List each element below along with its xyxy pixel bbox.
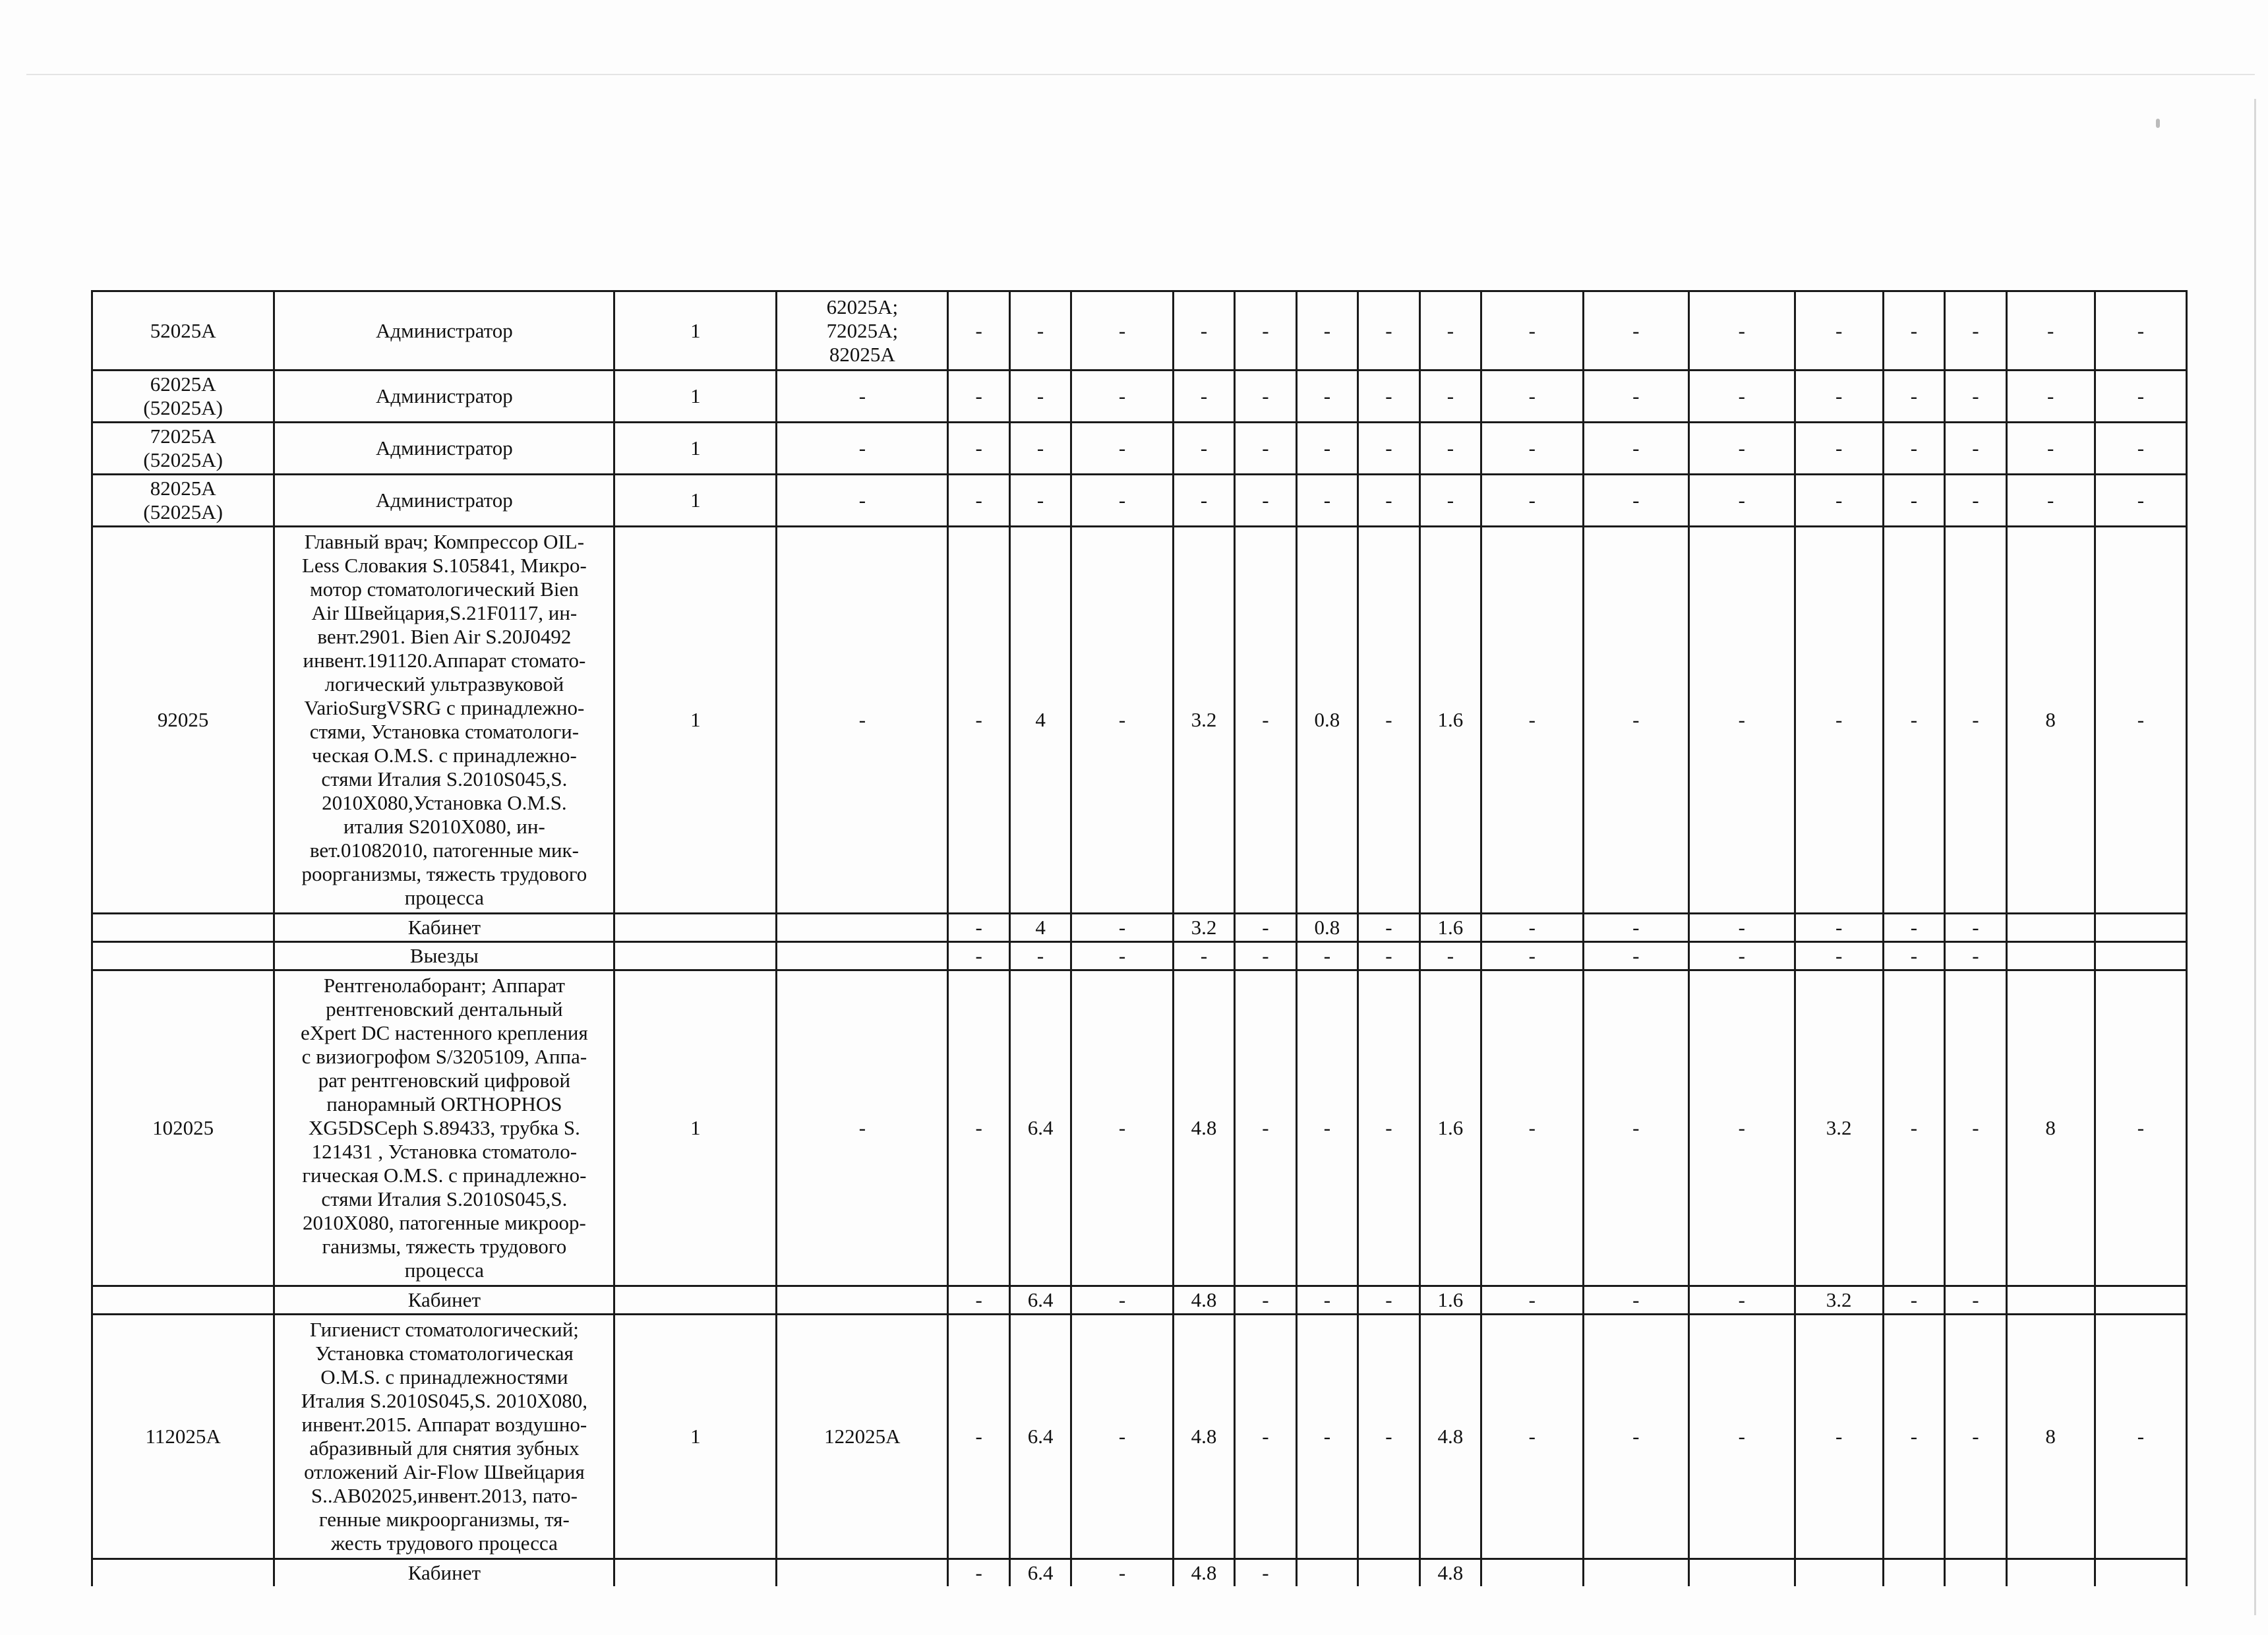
workplace-code-cell: 72025A (52025A)	[92, 423, 274, 475]
value-cell: -	[1481, 475, 1583, 527]
value-cell: -	[1689, 371, 1795, 423]
value-cell: -	[1235, 942, 1296, 970]
related-workplaces-cell: -	[777, 371, 948, 423]
value-cell: -	[1419, 371, 1481, 423]
value-cell: -	[1795, 527, 1883, 914]
value-cell: -	[1296, 942, 1358, 970]
value-cell: -	[1583, 970, 1689, 1286]
value-cell: -	[948, 475, 1009, 527]
table-subrow	[92, 914, 2187, 942]
value-cell: -	[2095, 475, 2186, 527]
value-cell: 4	[1009, 914, 1071, 942]
empty-code-cell	[92, 914, 274, 942]
value-cell: -	[1235, 475, 1296, 527]
empty-related-cell	[777, 942, 948, 970]
table-subrow	[92, 1286, 2187, 1315]
value-cell: -	[948, 527, 1009, 914]
table-subrow	[92, 1559, 2187, 1587]
subrow-label-cell: Кабинет	[274, 914, 614, 942]
value-cell: -	[1358, 371, 1419, 423]
value-cell: -	[1883, 371, 1944, 423]
value-cell: -	[948, 291, 1009, 371]
value-cell: -	[1235, 1559, 1296, 1587]
value-cell: -	[1689, 527, 1795, 914]
value-cell: -	[2095, 970, 2186, 1286]
workplace-code-cell: 52025A	[92, 291, 274, 371]
empty-code-cell	[92, 1286, 274, 1315]
value-cell: -	[1689, 970, 1795, 1286]
value-cell	[2006, 942, 2095, 970]
value-cell: -	[1071, 291, 1173, 371]
value-cell	[2095, 942, 2186, 970]
value-cell: -	[1481, 970, 1583, 1286]
value-cell: -	[1583, 1315, 1689, 1559]
value-cell: -	[1481, 1286, 1583, 1315]
value-cell: -	[1235, 914, 1296, 942]
workplace-code-cell: 82025A (52025A)	[92, 475, 274, 527]
value-cell	[1358, 1559, 1419, 1587]
scan-artifact-edge	[2254, 99, 2256, 1615]
value-cell	[2006, 1559, 2095, 1587]
value-cell: -	[1795, 291, 1883, 371]
value-cell: 6.4	[1009, 970, 1071, 1286]
value-cell: -	[1358, 1286, 1419, 1315]
value-cell	[1689, 1559, 1795, 1587]
value-cell: -	[1945, 475, 2006, 527]
value-cell: -	[1945, 371, 2006, 423]
value-cell: 4.8	[1173, 970, 1234, 1286]
value-cell: -	[1583, 1286, 1689, 1315]
value-cell: -	[1583, 291, 1689, 371]
value-cell: -	[1945, 914, 2006, 942]
value-cell: 6.4	[1009, 1315, 1071, 1559]
value-cell: -	[1173, 423, 1234, 475]
table-row	[92, 423, 2187, 475]
empty-count-cell	[614, 914, 777, 942]
value-cell: -	[1358, 914, 1419, 942]
value-cell: -	[948, 423, 1009, 475]
value-cell: -	[1173, 942, 1234, 970]
value-cell: -	[1945, 1286, 2006, 1315]
value-cell: -	[1689, 1315, 1795, 1559]
value-cell: -	[1883, 527, 1944, 914]
value-cell: -	[1071, 1559, 1173, 1587]
value-cell: -	[1945, 527, 2006, 914]
table-row	[92, 970, 2187, 1286]
empty-count-cell	[614, 942, 777, 970]
value-cell: -	[1009, 291, 1071, 371]
value-cell: -	[1009, 371, 1071, 423]
value-cell	[2006, 914, 2095, 942]
empty-count-cell	[614, 1559, 777, 1587]
workplace-code-cell: 92025	[92, 527, 274, 914]
related-workplaces-cell: -	[777, 475, 948, 527]
value-cell: -	[1689, 291, 1795, 371]
value-cell: -	[1071, 527, 1173, 914]
value-cell: 1.6	[1419, 914, 1481, 942]
value-cell	[1945, 1559, 2006, 1587]
value-cell: -	[1358, 1315, 1419, 1559]
worker-count-cell: 1	[614, 291, 777, 371]
value-cell: -	[1173, 371, 1234, 423]
value-cell	[1481, 1559, 1583, 1587]
value-cell: -	[1235, 1315, 1296, 1559]
value-cell: -	[2095, 291, 2186, 371]
value-cell: -	[948, 371, 1009, 423]
value-cell: 3.2	[1795, 1286, 1883, 1315]
value-cell: -	[1883, 1315, 1944, 1559]
empty-related-cell	[777, 1559, 948, 1587]
worker-count-cell: 1	[614, 371, 777, 423]
value-cell: -	[1235, 970, 1296, 1286]
value-cell: -	[1945, 970, 2006, 1286]
table-row	[92, 475, 2187, 527]
value-cell: -	[1883, 914, 1944, 942]
subrow-label-cell: Выезды	[274, 942, 614, 970]
value-cell: 3.2	[1173, 914, 1234, 942]
value-cell: -	[1071, 371, 1173, 423]
value-cell	[2095, 1286, 2186, 1315]
value-cell: -	[1419, 475, 1481, 527]
value-cell: -	[1481, 1315, 1583, 1559]
value-cell: -	[1481, 942, 1583, 970]
table-row	[92, 371, 2187, 423]
value-cell: -	[2006, 371, 2095, 423]
value-cell: -	[1883, 1286, 1944, 1315]
table-subrow	[92, 942, 2187, 970]
value-cell: 1.6	[1419, 970, 1481, 1286]
position-description-cell: Администратор	[274, 291, 614, 371]
value-cell: -	[1071, 1315, 1173, 1559]
value-cell: -	[948, 914, 1009, 942]
value-cell: -	[1481, 291, 1583, 371]
workplace-code-cell: 102025	[92, 970, 274, 1286]
value-cell: -	[1883, 291, 1944, 371]
value-cell: -	[2006, 291, 2095, 371]
value-cell: 8	[2006, 970, 2095, 1286]
value-cell: -	[1481, 527, 1583, 914]
value-cell: 4.8	[1173, 1286, 1234, 1315]
related-workplaces-cell: 122025A	[777, 1315, 948, 1559]
value-cell: -	[1009, 475, 1071, 527]
value-cell: -	[1583, 914, 1689, 942]
value-cell: -	[1235, 423, 1296, 475]
value-cell: -	[1296, 475, 1358, 527]
value-cell	[1883, 1559, 1944, 1587]
value-cell: -	[1419, 942, 1481, 970]
value-cell: -	[1583, 475, 1689, 527]
value-cell: -	[1945, 291, 2006, 371]
value-cell: -	[948, 942, 1009, 970]
value-cell: 3.2	[1795, 970, 1883, 1286]
value-cell: 4.8	[1173, 1315, 1234, 1559]
value-cell: -	[1071, 942, 1173, 970]
value-cell: -	[1296, 970, 1358, 1286]
value-cell: -	[2095, 1315, 2186, 1559]
value-cell: -	[1235, 371, 1296, 423]
value-cell: -	[1689, 475, 1795, 527]
assessment-table	[91, 290, 2188, 1586]
related-workplaces-cell: -	[777, 970, 948, 1286]
related-workplaces-cell: -	[777, 423, 948, 475]
value-cell: -	[1296, 291, 1358, 371]
value-cell	[1795, 1559, 1883, 1587]
scan-speck	[2156, 119, 2160, 128]
value-cell: -	[948, 1315, 1009, 1559]
related-workplaces-cell: 62025A; 72025A; 82025A	[777, 291, 948, 371]
value-cell: -	[1071, 1286, 1173, 1315]
position-description-cell: Рентгенолаборант; Аппарат рентгеновский дентальный eXpert DC настенного крепления с визиогрофом S/3205109, Аппа- рат рентгеновский цифровой панорамный ORTHOPHOS XG5DSCeph S.89433, трубка S. 121431 , Установка стоматоло- гическая O.M.S. с принадлежно- стями Италия S.2010S045,S. 2010X080, патогенные микроор- ганизмы, тяжесть трудового процесса	[274, 970, 614, 1286]
value-cell: -	[1173, 291, 1234, 371]
value-cell: 8	[2006, 1315, 2095, 1559]
table-row	[92, 1315, 2187, 1559]
value-cell: -	[1583, 942, 1689, 970]
value-cell	[1296, 1559, 1358, 1587]
empty-count-cell	[614, 1286, 777, 1315]
value-cell: -	[1009, 942, 1071, 970]
value-cell: -	[2095, 423, 2186, 475]
value-cell	[2095, 1559, 2186, 1587]
value-cell: -	[1071, 475, 1173, 527]
value-cell: -	[1235, 1286, 1296, 1315]
value-cell: -	[1481, 371, 1583, 423]
value-cell: -	[1945, 942, 2006, 970]
value-cell: -	[2095, 527, 2186, 914]
value-cell: -	[1689, 942, 1795, 970]
value-cell: -	[1358, 291, 1419, 371]
value-cell: -	[1689, 423, 1795, 475]
value-cell: 4.8	[1419, 1559, 1481, 1587]
value-cell: 1.6	[1419, 1286, 1481, 1315]
table-row	[92, 527, 2187, 914]
value-cell: 3.2	[1173, 527, 1234, 914]
value-cell: -	[1235, 527, 1296, 914]
worker-count-cell: 1	[614, 527, 777, 914]
value-cell: -	[1235, 291, 1296, 371]
value-cell: -	[1689, 1286, 1795, 1315]
value-cell: -	[1296, 1315, 1358, 1559]
value-cell: -	[1296, 1286, 1358, 1315]
value-cell: -	[1795, 423, 1883, 475]
position-description-cell: Главный врач; Компрессор OIL- Less Словакия S.105841, Микро- мотор стоматологический Bien Air Швейцария,S.21F0117, ин- вент.2901. Bien Air S.20J0492 инвент.191120.Аппарат стомато- логический ультразвуковой VarioSurgVSRG с принадлежно- стями, Установка стоматологи- ческая O.M.S. с принадлежно- стями Италия S.2010S045,S. 2010X080,Установка O.M.S. италия S2010X080, ин- вет.01082010, патогенные мик- роорганизмы, тяжесть трудового процесса	[274, 527, 614, 914]
value-cell: 4	[1009, 527, 1071, 914]
value-cell: -	[1358, 423, 1419, 475]
value-cell: -	[2095, 371, 2186, 423]
workplace-code-cell: 62025A (52025A)	[92, 371, 274, 423]
value-cell	[2006, 1286, 2095, 1315]
value-cell: -	[1173, 475, 1234, 527]
value-cell: -	[948, 1559, 1009, 1587]
position-description-cell: Гигиенист стоматологический; Установка стоматологическая O.M.S. с принадлежностями Италия S.2010S045,S. 2010X080, инвент.2015. Аппарат воздушно- абразивный для снятия зубных отложений Air-Flow Швейцария S..AB02025,инвент.2013, пато- генные микроорганизмы, тя- жесть трудового процесса	[274, 1315, 614, 1559]
value-cell: -	[2006, 475, 2095, 527]
value-cell: -	[2006, 423, 2095, 475]
empty-code-cell	[92, 1559, 274, 1587]
value-cell	[1583, 1559, 1689, 1587]
value-cell: 0.8	[1296, 914, 1358, 942]
value-cell: -	[1358, 527, 1419, 914]
value-cell: -	[1795, 475, 1883, 527]
position-description-cell: Администратор	[274, 371, 614, 423]
value-cell: -	[1071, 970, 1173, 1286]
worker-count-cell: 1	[614, 970, 777, 1286]
value-cell: -	[948, 1286, 1009, 1315]
value-cell: -	[1358, 970, 1419, 1286]
value-cell: -	[1583, 423, 1689, 475]
value-cell: -	[1481, 914, 1583, 942]
value-cell: -	[1883, 475, 1944, 527]
empty-related-cell	[777, 1286, 948, 1315]
value-cell: -	[1795, 914, 1883, 942]
value-cell: -	[1945, 423, 2006, 475]
value-cell	[2095, 914, 2186, 942]
value-cell: -	[1689, 914, 1795, 942]
subrow-label-cell: Кабинет	[274, 1559, 614, 1587]
value-cell: 8	[2006, 527, 2095, 914]
value-cell: -	[1795, 371, 1883, 423]
value-cell: -	[1583, 371, 1689, 423]
workplace-code-cell: 112025A	[92, 1315, 274, 1559]
value-cell: 6.4	[1009, 1286, 1071, 1315]
value-cell: -	[1583, 527, 1689, 914]
worker-count-cell: 1	[614, 475, 777, 527]
value-cell: -	[1795, 1315, 1883, 1559]
value-cell: -	[1419, 423, 1481, 475]
value-cell: -	[1296, 423, 1358, 475]
related-workplaces-cell: -	[777, 527, 948, 914]
value-cell: 1.6	[1419, 527, 1481, 914]
value-cell: -	[1071, 914, 1173, 942]
value-cell: -	[1009, 423, 1071, 475]
worker-count-cell: 1	[614, 1315, 777, 1559]
value-cell: -	[1358, 475, 1419, 527]
value-cell: 4.8	[1173, 1559, 1234, 1587]
value-cell: -	[1296, 371, 1358, 423]
value-cell: -	[1358, 942, 1419, 970]
value-cell: -	[1883, 423, 1944, 475]
value-cell: -	[1071, 423, 1173, 475]
value-cell: -	[1481, 423, 1583, 475]
value-cell: -	[1883, 970, 1944, 1286]
scan-artifact-line	[26, 74, 2255, 75]
value-cell: -	[1945, 1315, 2006, 1559]
empty-related-cell	[777, 914, 948, 942]
subrow-label-cell: Кабинет	[274, 1286, 614, 1315]
value-cell: 6.4	[1009, 1559, 1071, 1587]
value-cell: -	[948, 970, 1009, 1286]
table-row	[92, 291, 2187, 371]
position-description-cell: Администратор	[274, 423, 614, 475]
empty-code-cell	[92, 942, 274, 970]
position-description-cell: Администратор	[274, 475, 614, 527]
value-cell: -	[1795, 942, 1883, 970]
value-cell: 4.8	[1419, 1315, 1481, 1559]
worker-count-cell: 1	[614, 423, 777, 475]
value-cell: -	[1419, 291, 1481, 371]
value-cell: 0.8	[1296, 527, 1358, 914]
value-cell: -	[1883, 942, 1944, 970]
